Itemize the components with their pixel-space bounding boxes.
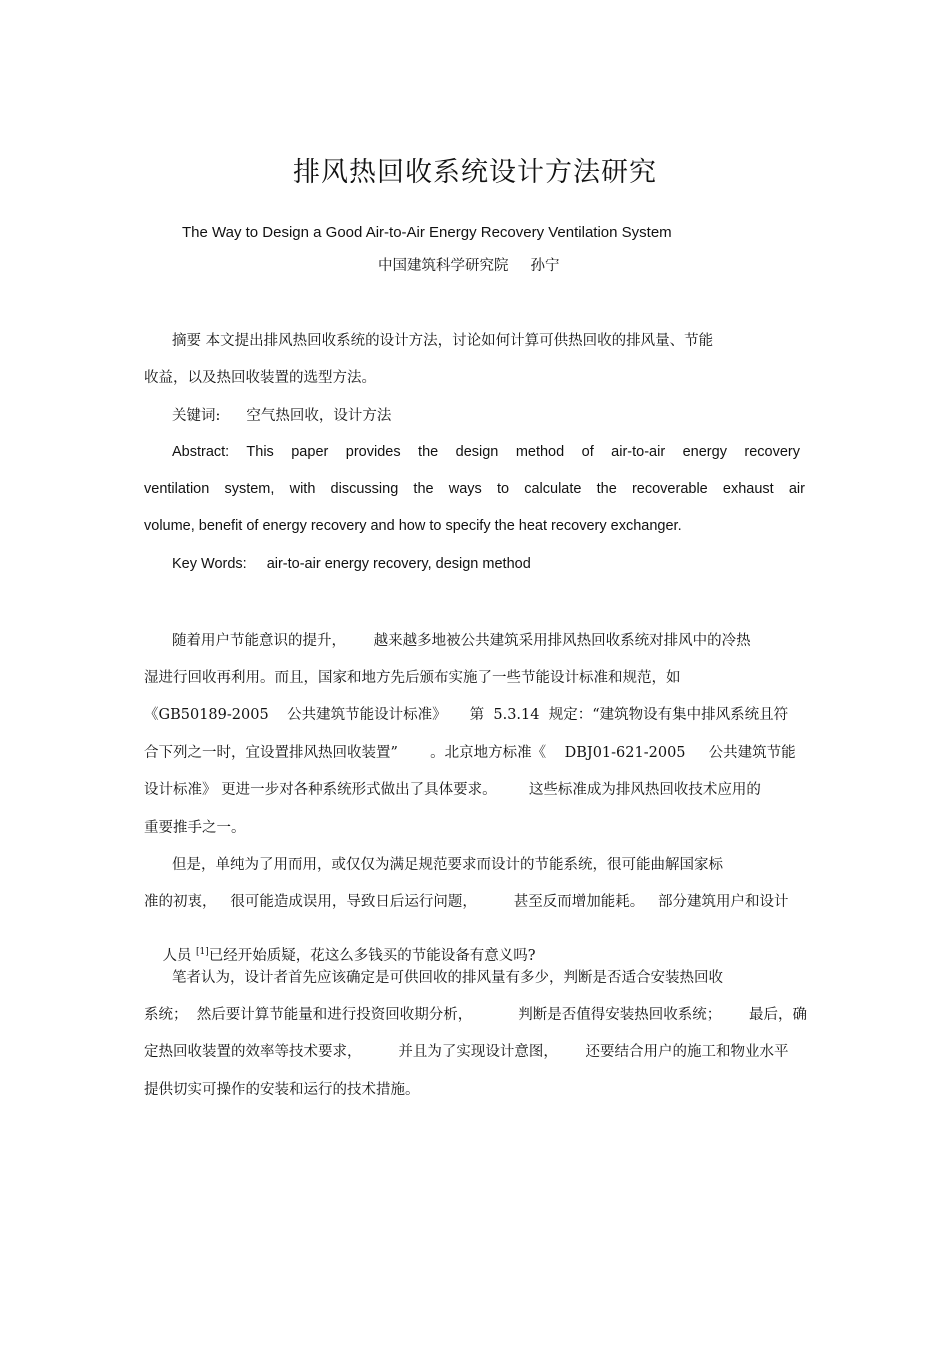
body-line: 系统； 然后要计算节能量和进行投资回收期分析， 判断是否值得安装热回收系统； 最后，确 <box>144 1007 807 1023</box>
paper-title: 排风热回收系统设计方法研究 <box>293 157 657 188</box>
body-line: 但是，单纯为了用而用，或仅仅为满足规范要求而设计的节能系统，很可能曲解国家标 <box>172 857 723 873</box>
keywords-en <box>172 556 531 572</box>
keywords-en-label: Key Words: <box>172 556 247 572</box>
keywords-cn <box>172 404 391 425</box>
body-line: 定热回收装置的效率等技术要求， 并且为了实现设计意图， 还要结合用户的施工和物业水平 <box>144 1044 789 1060</box>
abstract-en-line: volume, benefit of energy recovery and how to specify the heat recovery exchanger. <box>144 518 682 534</box>
author-line <box>378 254 560 275</box>
citation-marker: [1] <box>196 947 209 958</box>
keywords-cn-label: 关键词: <box>172 408 221 424</box>
abstract-en-line: ventilation system, with discussing the ways to calculate the recoverable exhaust air <box>144 481 805 497</box>
body-text: 已经开始质疑，花这么多钱买的节能设备有意义吗? <box>208 948 536 964</box>
body-line: 笔者认为，设计者首先应该确定是可供回收的排风量有多少，判断是否适合安装热回收 <box>172 970 723 986</box>
body-line: 提供切实可操作的安装和运行的技术措施。 <box>144 1082 420 1098</box>
body-line: 湿进行回收再利用。而且，国家和地方先后颁布实施了一些节能设计标准和规范，如 <box>144 670 681 686</box>
keywords-en-value: air-to-air energy recovery, design method <box>266 556 531 572</box>
body-line: 随着用户节能意识的提升， 越来越多地被公共建筑采用排风热回收系统对排风中的冷热 <box>172 633 751 649</box>
english-title: The Way to Design a Good Air-to-Air Energy Recovery Ventilation System <box>182 224 672 241</box>
body-line: 重要推手之一。 <box>144 820 246 836</box>
body-text: 人员 <box>162 948 197 964</box>
abstract-cn-line: 摘要 本文提出排风热回收系统的设计方法，讨论如何计算可供热回收的排风量、节能 <box>172 333 714 349</box>
body-line: 《GB50189-2005 公共建筑节能设计标准》 第 5.3.14 规定：“建筑物设有集中排风系统且符 <box>144 707 789 723</box>
author-name: 孙宁 <box>530 258 560 274</box>
abstract-en-line: Abstract: This paper provides the design method of air-to-air energy recovery <box>172 444 800 460</box>
body-line: 准的初衷， 很可能造成误用，导致日后运行问题， 甚至反而增加能耗。 部分建筑用户和设计 <box>144 894 789 910</box>
author-institution: 中国建筑科学研究院 <box>378 258 509 274</box>
abstract-cn-line: 收益，以及热回收装置的选型方法。 <box>144 370 376 386</box>
body-line: 设计标准》 更进一步对各种系统形式做出了具体要求。 这些标准成为排风热回收技术应用的 <box>144 782 761 798</box>
keywords-cn-value: 空气热回收，设计方法 <box>246 408 392 424</box>
body-line: 合下列之一时，宜设置排风热回收装置” 。北京地方标准《 DBJ01-621-2005 公共建筑节能 <box>144 745 796 761</box>
